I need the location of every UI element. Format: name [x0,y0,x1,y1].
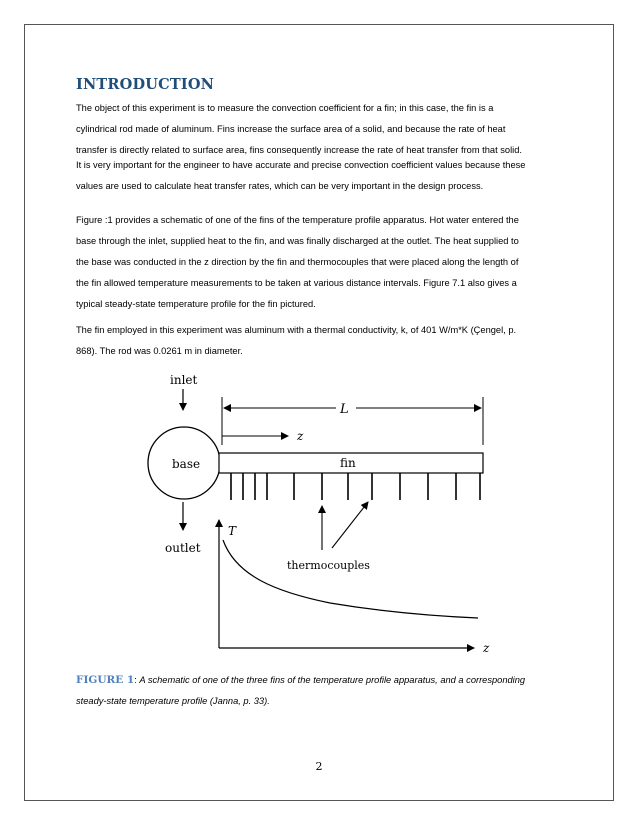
paragraph-line: the fin allowed temperature measurements to be taken at various distance intervals. Figure 7.1 also gives a [76,278,517,288]
paragraph-line: The fin employed in this experiment was aluminum with a thermal conductivity, k, of 401 W/m*K (Çengel, p. [76,325,517,335]
paragraph-line: The object of this experiment is to measure the convection coefficient for a fin; in this case, the fin is a [76,103,494,113]
figure-caption-line2: steady-state temperature profile (Janna, p. 33). [76,696,270,706]
page-number: 2 [315,760,323,773]
outlet-label: outlet [165,541,201,555]
inlet-label: inlet [170,373,198,387]
length-label: L [340,402,349,417]
temperature-profile-curve [223,540,478,618]
distance-axis-label: z [483,641,490,655]
figure-caption-colon: : [134,675,137,685]
thermocouples-label: thermocouples [287,559,370,572]
z-direction-label: z [297,429,304,443]
figure-caption [76,670,560,712]
paragraph-line: It is very important for the engineer to have accurate and precise convection coefficient values because these [76,160,526,170]
paragraph-line: the base was conducted in the z direction by the fin and thermocouples that were placed along the length of [76,257,519,267]
figure-caption-line1: A schematic of one of the three fins of the temperature profile apparatus, and a corresponding [139,675,526,685]
paragraph-line: Figure :1 provides a schematic of one of the fins of the temperature profile apparatus. Hot water entered the [76,215,519,225]
thermocouple-pointer-2 [332,502,368,548]
figure-caption-label: FIGURE 1 [76,674,135,686]
temperature-axis-label: T [228,524,237,538]
paragraph-line: typical steady-state temperature profile for the fin pictured. [76,299,316,309]
paragraph-line: 868). The rod was 0.0261 m in diameter. [76,346,243,356]
section-heading: INTRODUCTION [76,76,215,93]
paragraph-line: values are used to calculate heat transfer rates, which can be very important in the design process. [76,181,484,191]
base-label: base [172,457,201,471]
thermocouple-ticks [231,473,480,500]
paragraph-line: base through the inlet, supplied heat to the fin, and was finally discharged at the outlet. The heat supplied to [76,236,519,246]
paragraph-line: cylindrical rod made of aluminum. Fins increase the surface area of a solid, and because the rate of heat [76,124,506,134]
fin-label: fin [340,456,356,470]
paragraph-line: transfer is directly related to surface area, fins consequently increase the rate of heat transfer from that solid. [76,145,522,155]
